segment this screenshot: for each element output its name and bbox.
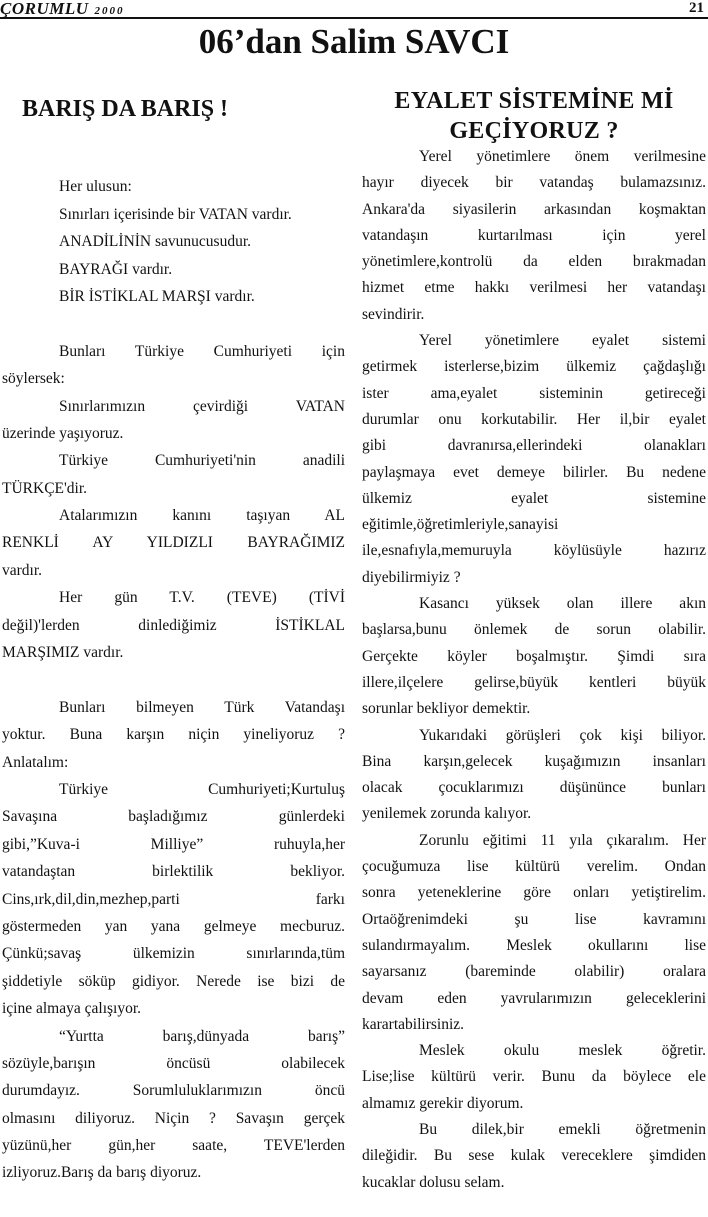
left-article-title: BARIŞ DA BARIŞ ! — [22, 96, 229, 122]
text-line: olmasını diliyoruz. Niçin ? Savaşın gerçek — [2, 1109, 345, 1127]
text-line: sorunlar bekliyor demektir. — [362, 700, 531, 718]
text-line: gibi,”Kuva-i Milliye” ruhuyla,her — [2, 835, 345, 853]
text-line: vatandaşın kurtarılması için yerel — [362, 226, 706, 244]
text-line: Atalarımızın kanını taşıyan AL — [59, 507, 345, 525]
text-line: kucaklar dolusu selam. — [362, 1173, 505, 1191]
brand-name: ÇORUMLU — [0, 0, 89, 18]
text-line: sevindirir. — [362, 305, 425, 323]
header-rule — [0, 17, 708, 19]
right-title-line1: EYALET SİSTEMİNE Mİ — [394, 88, 674, 114]
text-line: hayır diyecek bir vatandaş bulamazsınız. — [362, 174, 706, 192]
text-line: Gerçekte köyler boşalmıştır. Şimdi sıra — [362, 647, 706, 665]
text-line: Yerel yönetimlere önem verilmesine — [419, 148, 706, 165]
text-line: Ortaöğrenimdeki şu lise kavramını — [362, 910, 706, 928]
left-article-body — [2, 146, 345, 1187]
text-line: MARŞIMIZ vardır. — [2, 644, 124, 662]
text-line: Zorunlu eğitimi 11 yıla çıkaralım. Her — [419, 831, 706, 849]
text-line: BAYRAĞI vardır. — [59, 260, 173, 278]
text-line: sayarsanız (bareminde olabilir) oralara — [362, 963, 706, 981]
text-line: durumlar onu korkutabilir. Her il,bir eyalet — [362, 410, 706, 428]
text-line: şiddetiyle söküp gidiyor. Nerede ise bizi de — [2, 972, 345, 990]
text-line: paylaşmaya evet demeye bilirler. Bu nedene — [362, 463, 706, 481]
text-line: Bu dilek,bir emekli öğretmenin — [419, 1120, 706, 1138]
text-line: eğitimle,öğretimleriyle,sanayisi — [362, 516, 559, 534]
text-line: ile,esnafıyla,memuruyla köylüsüyle hazırız — [362, 542, 706, 560]
text-line: dileğidir. Bu sese kulak vereceklere şimdiden — [362, 1147, 706, 1165]
text-line: Ankara'da siyasilerin arkasından koşmaktan — [362, 200, 706, 218]
text-line: vatandaştan birlektilik bekliyor. — [2, 863, 345, 881]
text-line: getirmek isterlerse,bizim ülkemiz çağdaşlığı — [362, 358, 706, 376]
text-line: başlarsa,bunu önlemek de sorun olabilir. — [362, 621, 706, 639]
text-line: Her ulusun: — [59, 178, 132, 196]
right-article-body — [362, 144, 706, 1196]
text-line: çocuğumuza lise kültürü verelim. Ondan — [362, 858, 706, 876]
blank-line — [2, 310, 345, 337]
blank-line — [2, 666, 345, 693]
text-line: Lise;lise kültürü verir. Bunu da böylece ele — [362, 1068, 706, 1086]
text-line: TÜRKÇE'dir. — [2, 479, 88, 497]
text-line: Sınırlarımızın çevirdiği VATAN — [59, 397, 345, 415]
text-line: Her gün T.V. (TEVE) (TİVİ — [59, 589, 345, 607]
text-line: yoktur. Buna karşın niçin yineliyoruz ? — [2, 726, 345, 744]
text-line: Yukarıdaki görüşleri çok kişi biliyor. — [419, 726, 706, 744]
text-line: diyebilirmiyiz ? — [362, 568, 461, 586]
text-line: Türkiye Cumhuriyeti;Kurtuluş — [59, 780, 345, 798]
text-line: sonra yeteneklerine göre onları yetiştirelim. — [362, 884, 706, 902]
text-line: Türkiye Cumhuriyeti'nin anadili — [59, 452, 345, 470]
text-line: durumdayız. Sorumluluklarımızın öncü — [2, 1082, 345, 1100]
text-line: sözüyle,barışın öncüsü olabilecek — [2, 1054, 345, 1072]
text-line: değil)'lerden dinlediğimiz İSTİKLAL — [2, 616, 345, 634]
right-article-title — [362, 86, 706, 144]
text-line: yenilemek zorunda kalıyor. — [362, 805, 532, 823]
text-line: Anlatalım: — [2, 753, 69, 771]
text-line: ANADİLİNİN savunucusudur. — [59, 233, 251, 251]
text-line: izliyoruz.Barış da barış diyoruz. — [2, 1164, 202, 1182]
text-line: olacak çocuklarımızı düşününce bunları — [362, 779, 706, 797]
text-line: Meslek okulu meslek öğretir. — [419, 1042, 706, 1060]
text-line: illere,ilçelere gelirse,büyük kentleri büyük — [362, 673, 706, 691]
brand-year: 2000 — [94, 5, 125, 17]
text-line: RENKLİ AY YILDIZLI BAYRAĞIMIZ — [2, 534, 345, 552]
text-line: almamız gerekir diyorum. — [362, 1094, 524, 1112]
text-line: hizmet etme hakkı verilmesi her vatandaşı — [362, 279, 706, 297]
author-heading: 06’dan Salim SAVCI — [198, 22, 510, 61]
page-number: 21 — [689, 0, 704, 16]
blank-line — [2, 146, 345, 173]
text-line: ülkemiz eyalet sistemine — [362, 489, 706, 507]
text-line: Kasancı yüksek olan illere akın — [419, 595, 706, 613]
right-article — [362, 86, 706, 1196]
text-line: göstermeden yan yana gelmeye mecburuz. — [2, 917, 345, 935]
text-line: yüzünü,her gün,her saate, TEVE'lerden — [2, 1137, 345, 1155]
text-line: söylersek: — [2, 370, 65, 388]
text-line: karartabilirsiniz. — [362, 1015, 464, 1033]
text-line: içine almaya çalışıyor. — [2, 1000, 142, 1018]
text-line: Bunları Türkiye Cumhuriyeti için — [59, 342, 345, 360]
text-line: BİR İSTİKLAL MARŞI vardır. — [59, 287, 255, 305]
text-line: Bunları bilmeyen Türk Vatandaşı — [59, 698, 345, 716]
text-line: Savaşına başladığımız günlerdeki — [2, 808, 345, 826]
text-line: Yerel yönetimlere eyalet sistemi — [419, 332, 706, 350]
text-line: Bina karşın,gelecek kuşağımızın insanları — [362, 752, 706, 770]
text-line: üzerinde yaşıyoruz. — [2, 424, 124, 442]
text-line: devam eden yavrularımızın geleceklerini — [362, 989, 706, 1007]
left-article — [2, 86, 345, 1187]
right-title-line2: GEÇİYORUZ ? — [449, 118, 619, 144]
text-line: Çünkü;savaş ülkemizin sınırlarında,tüm — [2, 945, 345, 963]
text-line: vardır. — [2, 561, 43, 579]
masthead — [0, 0, 708, 18]
text-line: “Yurtta barış,dünyada barış” — [59, 1027, 345, 1045]
text-line: yönetimlere,kontrolü da elden bırakmadan — [362, 253, 706, 271]
text-line: Sınırları içerisinde bir VATAN vardır. — [59, 205, 292, 223]
text-line: gibi davranırsa,ellerindeki olanakları — [362, 437, 706, 455]
text-line: ister ama,eyalet sisteminin getireceği — [362, 384, 706, 402]
text-line: sulandırmayalım. Meslek okullarını lise — [362, 936, 706, 954]
text-line: Cins,ırk,dil,din,mezhep,parti farkı — [2, 890, 345, 908]
